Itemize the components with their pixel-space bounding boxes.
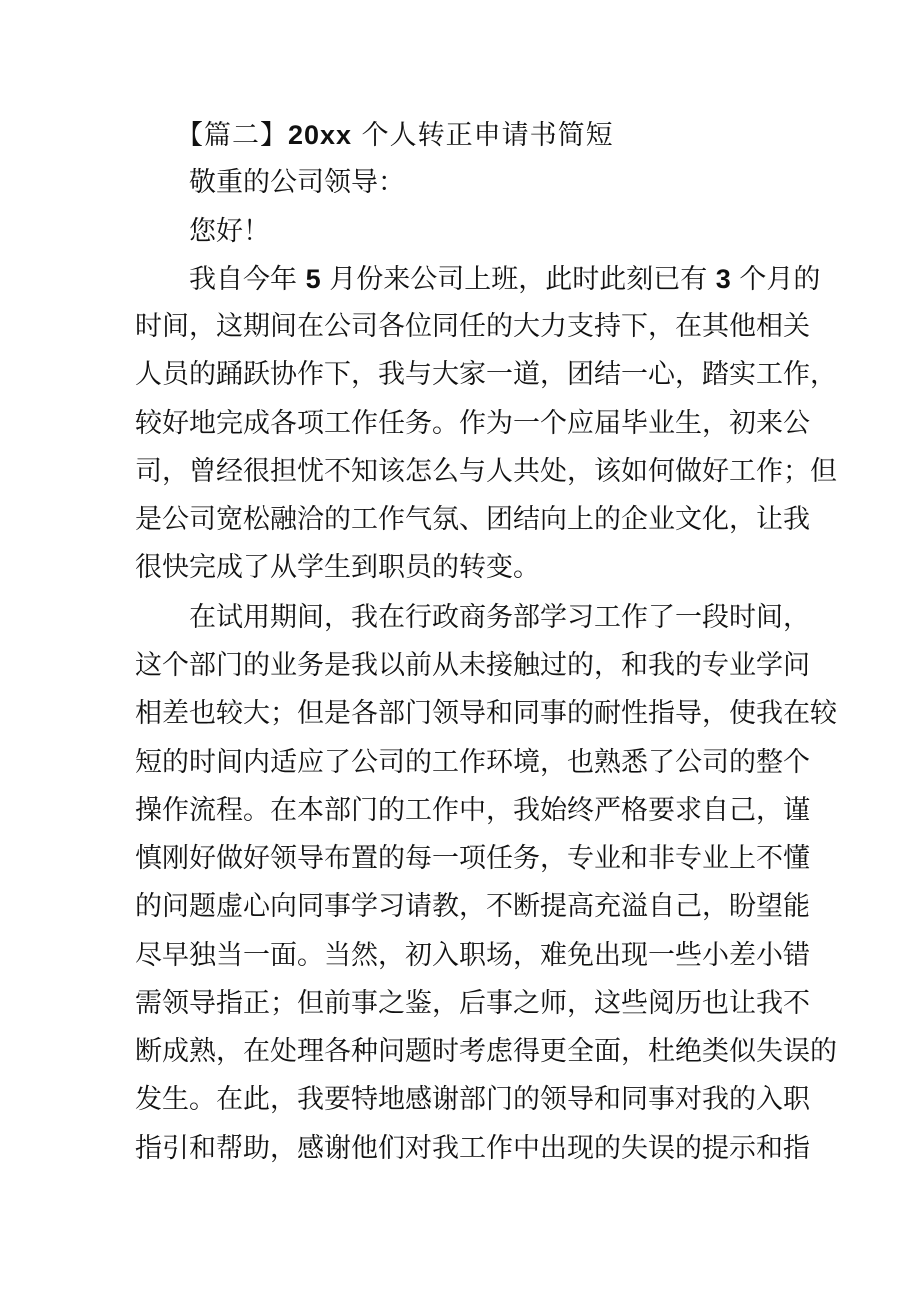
paragraph-2-line-5: 操作流程。在本部门的工作中，我始终严格要求自己，谨 — [135, 795, 810, 826]
paragraph-1-line-7: 很快完成了从学生到职员的转变。 — [135, 552, 540, 583]
paragraph-1-line-3: 人员的踊跃协作下，我与大家一道，团结一心，踏实工作， — [135, 359, 837, 390]
paragraph-2-line-6: 慎刚好做好领导布置的每一项任务，专业和非专业上不懂 — [135, 843, 810, 874]
title-rest: 个人转正申请书简短 — [352, 120, 614, 151]
paragraph-2-line-7: 的问题虚心向同事学习请教，不断提高充溢自己，盼望能 — [135, 891, 810, 922]
paragraph-2-line-2: 这个部门的业务是我以前从未接触过的，和我的专业学问 — [135, 650, 810, 681]
paragraph-1-line-2: 时间，这期间在公司各位同任的大力支持下，在其他相关 — [135, 311, 810, 342]
salutation: 敬重的公司领导： — [189, 167, 405, 198]
paragraph-2-line-10: 断成熟，在处理各种问题时考虑得更全面，杜绝类似失误的 — [135, 1036, 837, 1067]
paragraph-2-line-3: 相差也较大；但是各部门领导和同事的耐性指导，使我在较 — [135, 698, 837, 729]
paragraph-2-line-12: 指引和帮助，感谢他们对我工作中出现的失误的提示和指 — [135, 1133, 810, 1164]
paragraph-2-line-4: 短的时间内适应了公司的工作环境，也熟悉了公司的整个 — [135, 747, 810, 778]
p1-text-b: 月份来公司上班，此时此刻已有 — [320, 264, 716, 295]
p1-number-month: 5 — [305, 264, 321, 294]
p1-number-months: 3 — [715, 264, 731, 294]
paragraph-2-line-8: 尽早独当一面。当然，初入职场，难免出现一些小差小错 — [135, 940, 810, 971]
title-year: 20xx — [288, 120, 353, 150]
paragraph-1-line-4: 较好地完成各项工作任务。作为一个应届毕业生，初来公 — [135, 408, 810, 439]
paragraph-2-line-11: 发生。在此，我要特地感谢部门的领导和同事对我的入职 — [135, 1084, 810, 1115]
p1-text-a: 我自今年 — [189, 264, 306, 295]
paragraph-2-line-9: 需领导指正；但前事之鉴，后事之师，这些阅历也让我不 — [135, 988, 810, 1019]
paragraph-2-line-1: 在试用期间，我在行政商务部学习工作了一段时间， — [189, 602, 810, 633]
title-prefix: 【篇二】 — [176, 120, 288, 151]
greeting: 您好！ — [189, 216, 270, 247]
p1-text-c: 个月的 — [730, 264, 821, 295]
paragraph-1-line-5: 司，曾经很担忧不知该怎么与人共处，该如何做好工作；但 — [135, 456, 837, 487]
paragraph-1-line-1 — [189, 257, 821, 302]
document-title — [176, 113, 614, 158]
paragraph-1-line-6: 是公司宽松融洽的工作气氛、团结向上的企业文化，让我 — [135, 504, 810, 535]
